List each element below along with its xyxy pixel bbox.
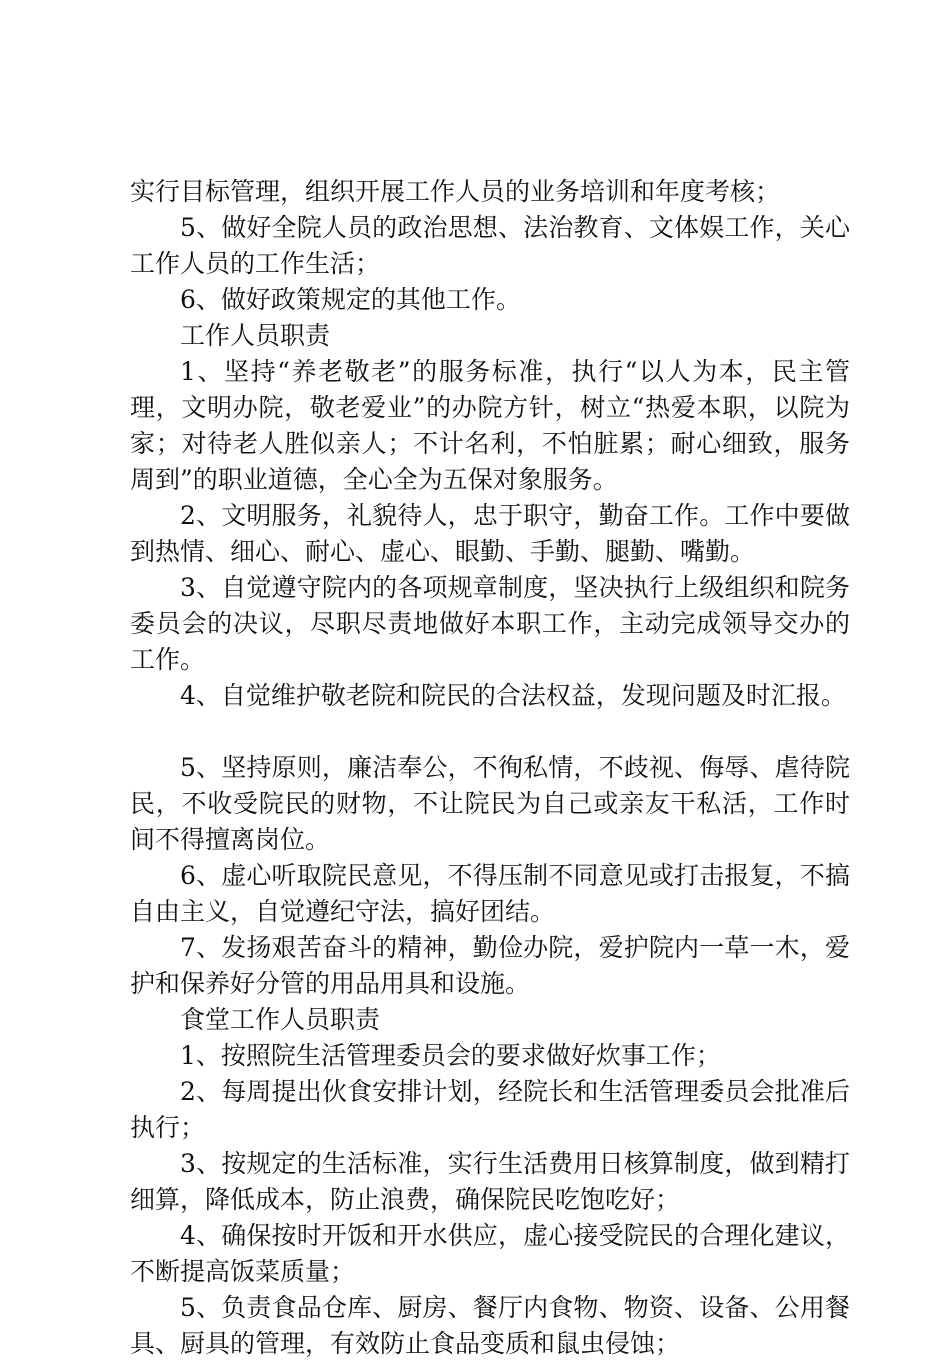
canteen-duty-4: 4、确保按时开饭和开水供应，虚心接受院民的合理化建议，不断提高饭菜质量； <box>130 1221 850 1286</box>
canteen-duty-2: 2、每周提出伙食安排计划，经院长和生活管理委员会批准后执行； <box>130 1077 850 1142</box>
staff-duty-3: 3、自觉遵守院内的各项规章制度，坚决执行上级组织和院务委员会的决议，尽职尽责地做好本职工作，主动完成领导交办的工作。 <box>130 573 850 674</box>
canteen-duty-5: 5、负责食品仓库、厨房、餐厅内食物、物资、设备、公用餐具、厨具的管理，有效防止食品变质和鼠虫侵蚀； <box>130 1293 850 1358</box>
section-heading-staff-duties: 工作人员职责 <box>180 321 331 350</box>
section-heading-canteen-duties: 食堂工作人员职责 <box>180 1005 381 1034</box>
canteen-duty-1: 1、按照院生活管理委员会的要求做好炊事工作； <box>180 1041 721 1070</box>
staff-duty-6: 6、虚心听取院民意见，不得压制不同意见或打击报复，不搞自由主义，自觉遵纪守法，搞好团结。 <box>130 861 850 926</box>
paragraph-item-6: 6、做好政策规定的其他工作。 <box>180 285 521 314</box>
document-body <box>130 174 850 1362</box>
staff-duty-7: 7、发扬艰苦奋斗的精神，勤俭办院，爱护院内一草一木，爱护和保养好分管的用品用具和设施。 <box>130 933 850 998</box>
staff-duty-2: 2、文明服务，礼貌待人，忠于职守，勤奋工作。工作中要做到热情、细心、耐心、虚心、眼勤、手勤、腿勤、嘴勤。 <box>130 501 850 566</box>
paragraph-continuation: 实行目标管理，组织开展工作人员的业务培训和年度考核； <box>130 177 781 206</box>
staff-duty-4: 4、自觉维护敬老院和院民的合法权益，发现问题及时汇报。 <box>180 681 846 710</box>
canteen-duty-3: 3、按规定的生活标准，实行生活费用日核算制度，做到精打细算，降低成本，防止浪费，确保院民吃饱吃好； <box>130 1149 850 1214</box>
staff-duty-5: 5、坚持原则，廉洁奉公，不徇私情，不歧视、侮辱、虐待院民，不收受院民的财物，不让院民为自己或亲友干私活，工作时间不得擅离岗位。 <box>130 753 850 854</box>
staff-duty-1: 1、坚持“养老敬老”的服务标准，执行“以人为本，民主管理，文明办院，敬老爱业”的办院方针，树立“热爱本职，以院为家；对待老人胜似亲人；不计名利，不怕脏累；耐心细致，服务周到”的职业道德，全心全为五保对象服务。 <box>130 357 850 494</box>
paragraph-item-5: 5、做好全院人员的政治思想、法治教育、文体娱工作，关心工作人员的工作生活； <box>130 213 850 278</box>
blank-line <box>130 714 850 750</box>
